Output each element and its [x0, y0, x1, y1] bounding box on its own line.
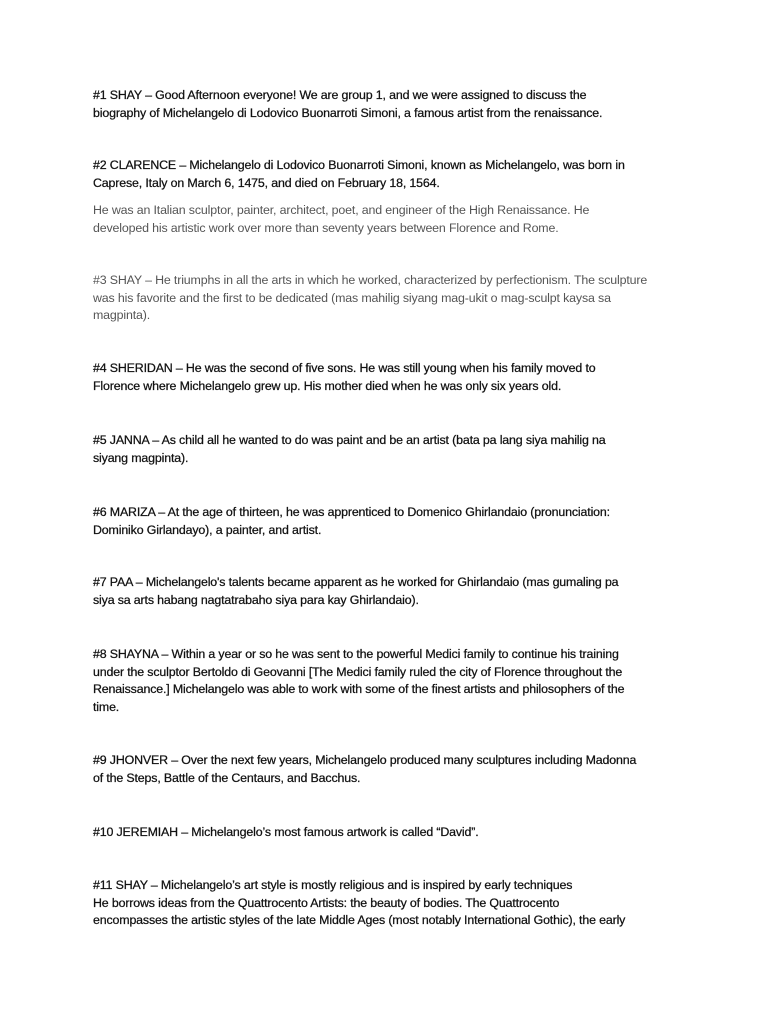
text-line: #11 SHAY – Michelangelo’s art style is mostly religious and is inspired by early techniques — [93, 878, 573, 892]
text-line: He was an Italian sculptor, painter, architect, poet, and engineer of the High Renaissance. He — [93, 203, 590, 217]
text-line: #5 JANNA – As child all he wanted to do was paint and be an artist (bata pa lang siya mahilig na — [93, 433, 606, 447]
paragraph-4-sheridan — [93, 360, 683, 395]
paragraph-10-jeremiah — [93, 824, 683, 842]
paragraph-8-shayna — [93, 646, 683, 716]
text-line: was his favorite and the first to be dedicated (mas mahilig siyang mag-ukit o mag-sculpt kaysa sa — [93, 290, 611, 305]
paragraph-1-shay — [93, 87, 683, 122]
text-line: encompasses the artistic styles of the late Middle Ages (most notably International Gothic), the early — [93, 913, 626, 927]
paragraph-7-paa — [93, 574, 683, 609]
paragraph-2-continued — [93, 202, 683, 237]
paragraph-9-jhonver — [93, 752, 683, 787]
text-line: siya sa arts habang nagtatrabaho siya para kay Ghirlandaio). — [93, 592, 419, 607]
text-line: Renaissance.] Michelangelo was able to work with some of the finest artists and philosophers of the — [93, 682, 625, 696]
text-line: time. — [93, 699, 120, 714]
text-line: #8 SHAYNA – Within a year or so he was sent to the powerful Medici family to continue his training — [93, 647, 619, 661]
paragraph-3-shay — [93, 272, 683, 325]
paragraph-2-clarence — [93, 157, 683, 192]
paragraph-11-shay — [93, 877, 683, 930]
text-line: magpinta). — [93, 308, 151, 322]
text-line: #10 JEREMIAH – Michelangelo’s most famous artwork is called “David”. — [93, 825, 479, 839]
text-line: of the Steps, Battle of the Centaurs, and Bacchus. — [93, 770, 361, 785]
text-line: #6 MARIZA – At the age of thirteen, he was apprenticed to Domenico Ghirlandaio (pronunciation: — [93, 505, 610, 519]
text-line: Caprese, Italy on March 6, 1475, and died on February 18, 1564. — [93, 175, 440, 190]
text-line: He borrows ideas from the Quattrocento Artists: the beauty of bodies. The Quattrocento — [93, 895, 560, 910]
text-line: siyang magpinta). — [93, 450, 189, 465]
text-line: Florence where Michelangelo grew up. His mother died when he was only six years old. — [93, 378, 562, 393]
text-line: biography of Michelangelo di Lodovico Buonarroti Simoni, a famous artist from the renaissance. — [93, 105, 603, 120]
text-line: #1 SHAY – Good Afternoon everyone! We are group 1, and we were assigned to discuss the — [93, 88, 587, 102]
paragraph-5-janna — [93, 432, 683, 467]
text-line: developed his artistic work over more than seventy years between Florence and Rome. — [93, 220, 559, 235]
text-line: under the sculptor Bertoldo di Geovanni [The Medici family ruled the city of Florence throughout the — [93, 664, 623, 679]
text-line: #3 SHAY – He triumphs in all the arts in which he worked, characterized by perfectionism. The sculpture — [93, 273, 648, 287]
text-line: #2 CLARENCE – Michelangelo di Lodovico Buonarroti Simoni, known as Michelangelo, was born in — [93, 158, 625, 172]
text-line: Dominiko Girlandayo), a painter, and artist. — [93, 522, 322, 537]
text-line: #9 JHONVER – Over the next few years, Michelangelo produced many sculptures including Madonna — [93, 753, 637, 767]
paragraph-6-mariza — [93, 504, 683, 539]
text-line: #7 PAA – Michelangelo's talents became apparent as he worked for Ghirlandaio (mas gumaling pa — [93, 575, 619, 589]
text-line: #4 SHERIDAN – He was the second of five sons. He was still young when his family moved to — [93, 361, 596, 375]
